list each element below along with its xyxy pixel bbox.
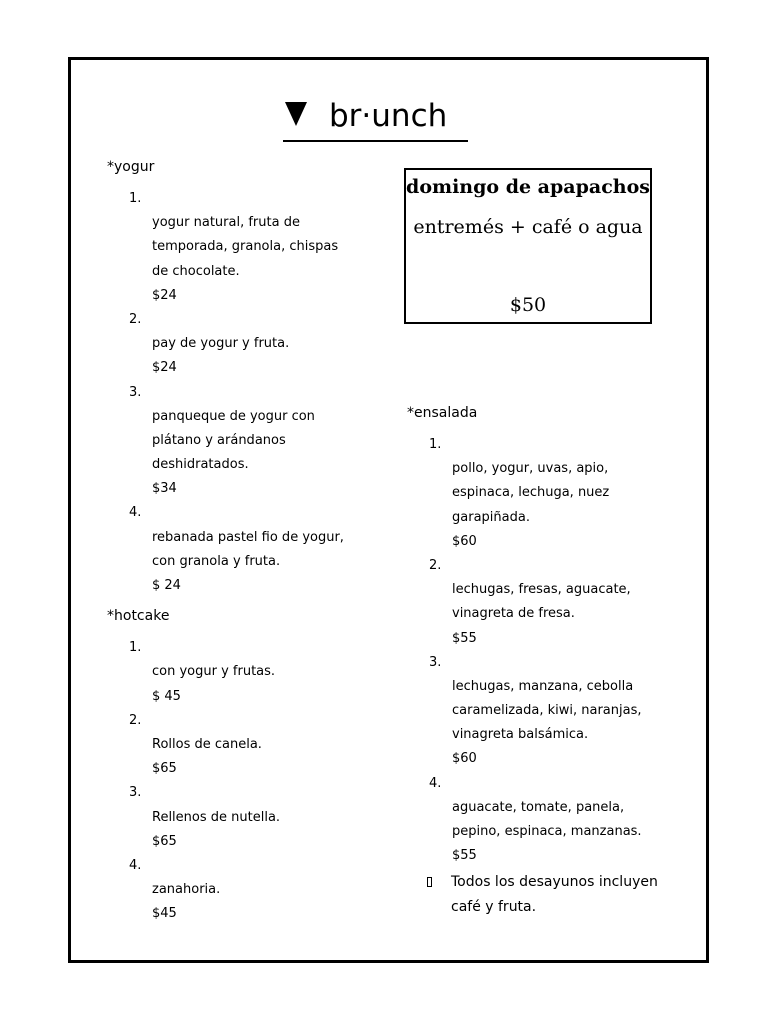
item-price: $ 24 [152,578,181,593]
item-number: 2. [429,557,442,573]
item-description: zanahoria. [152,882,221,898]
section-ensalada [407,401,667,868]
footnote [427,870,667,920]
promo-subtitle: entremés + café o agua [413,216,643,238]
item-price: $65 [152,833,177,849]
item-price: $ 45 [152,688,181,704]
item-description: pollo, yogur, uvas, apio, [452,461,609,477]
right-column [407,401,667,868]
menu-item [107,854,377,927]
item-description: pay de yogur y fruta. [152,336,290,352]
item-number: 4. [429,775,442,791]
item-number: 1. [129,191,142,206]
menu-item [107,501,377,598]
menu-item [107,187,377,308]
menu-item [407,433,667,554]
item-price: $65 [152,761,177,777]
item-description: lechugas, manzana, cebolla [452,678,634,694]
menu-title [283,96,468,142]
item-description: panqueque de yogur con [152,408,315,424]
item-number: 3. [129,384,142,400]
item-description: Rellenos de nutella. [152,809,281,825]
item-price: $55 [452,630,477,646]
promo-price: $50 [509,294,547,316]
item-description: de chocolate. [152,263,240,279]
item-price: $60 [452,751,477,767]
section-heading: *ensalada [407,405,478,421]
item-description: pepino, espinaca, manzanas. [452,824,642,839]
section-heading: *hotcake [107,608,170,625]
item-price: $24 [152,287,177,303]
triangle-down-icon [285,102,307,126]
menu-item [407,554,667,651]
item-description: Rollos de canela. [152,736,262,752]
item-description: vinagreta balsámica. [452,727,589,743]
item-description: con yogur y frutas. [152,664,276,680]
promo-title: domingo de apapachos [406,176,650,198]
item-number: 4. [129,505,142,521]
menu-item [107,381,377,502]
menu-item [107,308,377,381]
item-description: con granola y fruta. [152,553,281,569]
item-description: garapiñada. [452,509,530,525]
item-number: 2. [129,712,142,728]
item-number: 3. [129,785,142,801]
item-number: 1. [129,640,142,656]
item-description: rebanada pastel fio de yogur, [152,529,344,545]
menu-list [107,187,377,598]
menu-item [407,651,667,772]
menu-list [107,636,377,926]
item-description: temporada, granola, chispas [152,239,339,255]
menu-item [107,636,377,709]
item-description: vinagreta de fresa. [452,606,575,622]
section-hotcake [107,604,377,926]
section-heading: *yogur [107,159,155,175]
item-price: $45 [152,906,177,922]
item-description: aguacate, tomate, panela, [452,799,625,815]
item-description: espinaca, lechuga, nuez [452,485,610,501]
title-text: br·unch [329,98,448,134]
promo-box [404,168,652,324]
menu-item [107,709,377,782]
menu-list [407,433,667,868]
item-price: $24 [152,360,177,376]
item-number: 3. [429,654,442,670]
item-number: 2. [129,311,142,327]
item-price: $55 [452,848,477,864]
item-description: caramelizada, kiwi, naranjas, [452,703,642,719]
menu-item [107,781,377,854]
item-number: 1. [429,437,442,452]
bullet-box-icon [427,877,432,887]
item-number: 4. [129,857,142,873]
item-description: yogur natural, fruta de [152,215,300,231]
item-description: deshidratados. [152,457,249,473]
left-column [107,155,377,926]
item-description: lechugas, fresas, aguacate, [452,582,631,598]
item-description: plátano y arándanos [152,432,286,448]
menu-item [407,772,667,869]
item-price: $60 [452,533,477,549]
section-yogur [107,155,377,598]
footnote-text: Todos los desayunos incluyen café y fruta. [451,874,658,915]
item-price: $34 [152,481,177,497]
